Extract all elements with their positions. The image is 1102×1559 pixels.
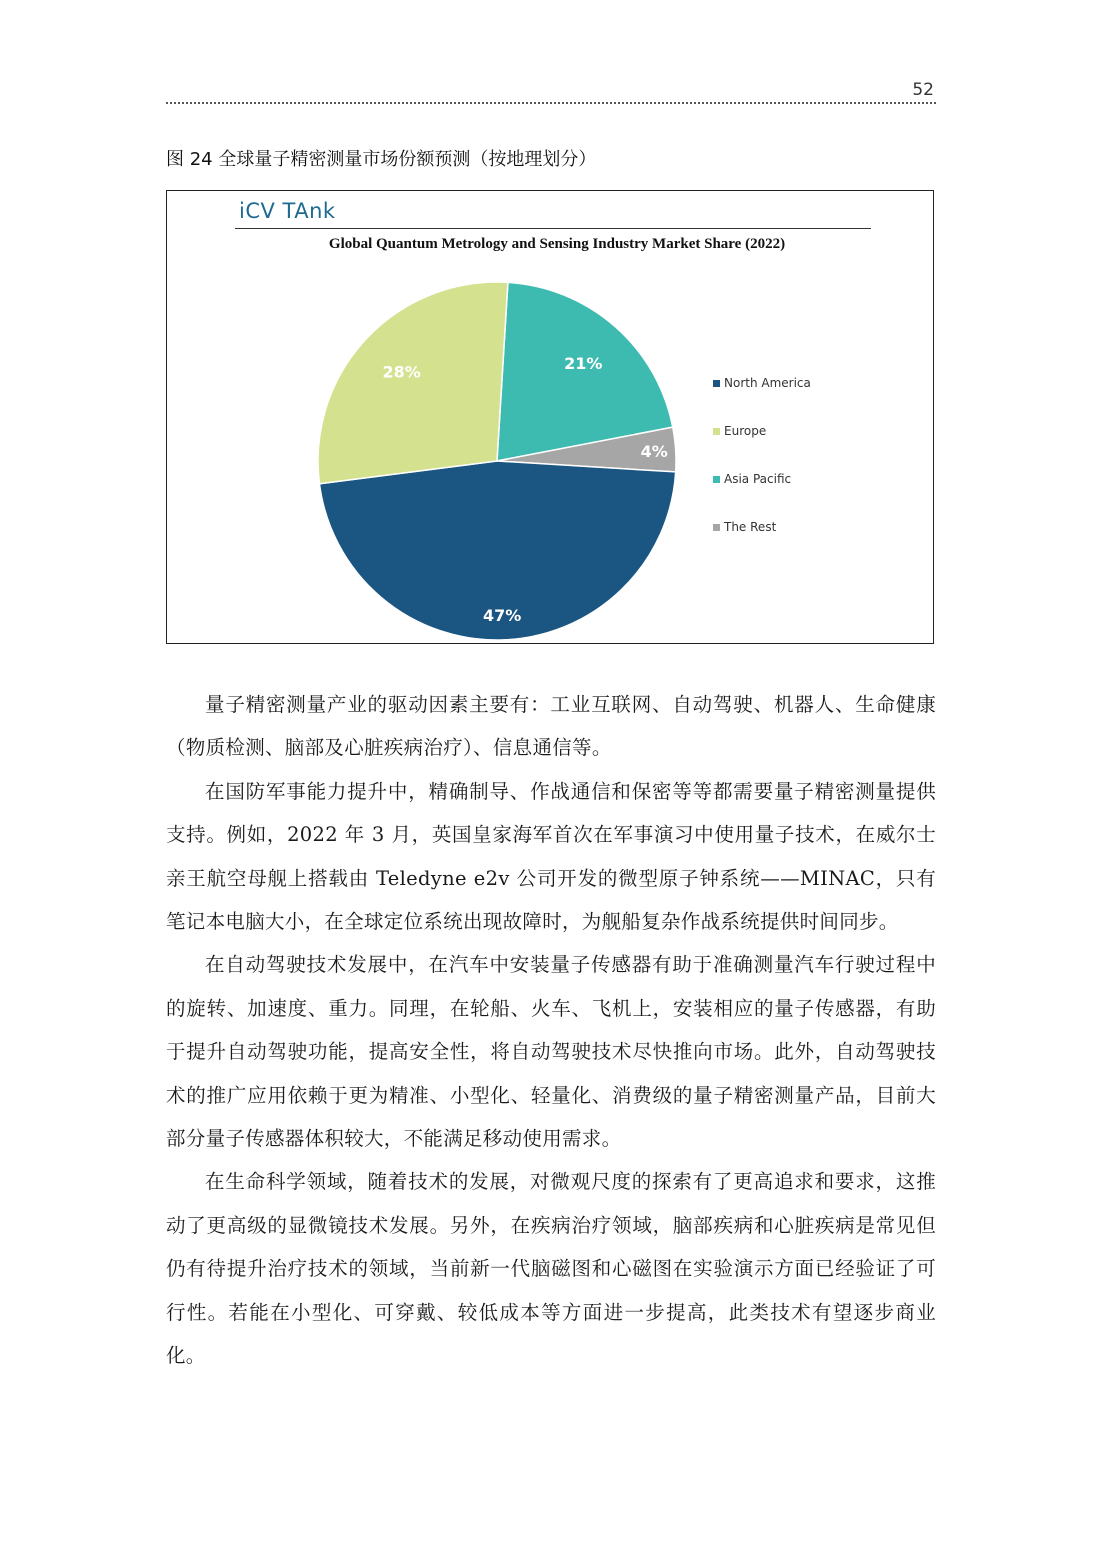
page-number: 52 [912,80,934,100]
pie-chart [167,191,933,643]
legend-label: Asia Pacific [724,472,792,486]
body-paragraph: 量子精密测量产业的驱动因素主要有：工业互联网、自动驾驶、机器人、生命健康（物质检测、脑部及心脏疾病治疗）、信息通信等。 [166,693,936,760]
legend-label: North America [724,376,811,390]
figure-frame [166,190,934,644]
legend-item [713,472,811,520]
pie-data-label: 4% [640,441,668,461]
chart-title: Global Quantum Metrology and Sensing Industry Market Share (2022) [328,236,786,252]
body-paragraph: 在生命科学领域，随着技术的发展，对微观尺度的探索有了更高追求和要求，这推动了更高级的显微镜技术发展。另外，在疾病治疗领域，脑部疾病和心脏疾病是常见但仍有待提升治疗技术的领域，当前新一代脑磁图和心磁图在实验演示方面已经验证了可行性。若能在小型化、可穿戴、较低成本等方面进一步提高，此类技术有望逐步商业化。 [166,1170,936,1368]
body-paragraph: 在自动驾驶技术发展中，在汽车中安装量子传感器有助于准确测量汽车行驶过程中的旋转、加速度、重力。同理，在轮船、火车、飞机上，安装相应的量子传感器，有助于提升自动驾驶功能，提高安全性，将自动驾驶技术尽快推向市场。此外，自动驾驶技术的推广应用依赖于更为精准、小型化、轻量化、消费级的量子精密测量产品，目前大部分量子传感器体积较大，不能满足移动使用需求。 [166,953,936,1151]
legend-swatch [713,380,720,387]
legend-swatch [713,428,720,435]
legend-swatch [713,476,720,483]
chart-legend [713,376,811,568]
legend-label: Europe [724,424,767,438]
pie-data-label: 47% [482,605,522,625]
legend-label: The Rest [724,520,777,534]
pie-data-label: 21% [564,353,603,373]
legend-swatch [713,524,720,531]
pie-data-label: 28% [382,362,421,382]
legend-item [713,376,811,424]
legend-item [713,520,811,568]
legend-item [713,424,811,472]
header-rule [166,102,936,104]
body-paragraph: 在国防军事能力提升中，精确制导、作战通信和保密等等都需要量子精密测量提供支持。例如，2022 年 3 月，英国皇家海军首次在军事演习中使用量子技术，在威尔士亲王航空母舰上搭载由 Teledyne e2v 公司开发的微型原子钟系统——MINAC，只有笔记本电脑大小，在全球定位系统出现故障时，为舰船复杂作战系统提供时间同步。 [166,779,936,934]
body-text [166,683,936,1378]
logo: iCV TAnk [239,199,336,223]
pie-slice-europe [318,282,508,484]
figure-caption: 图 24 全球量子精密测量市场份额预测（按地理划分） [166,149,597,170]
